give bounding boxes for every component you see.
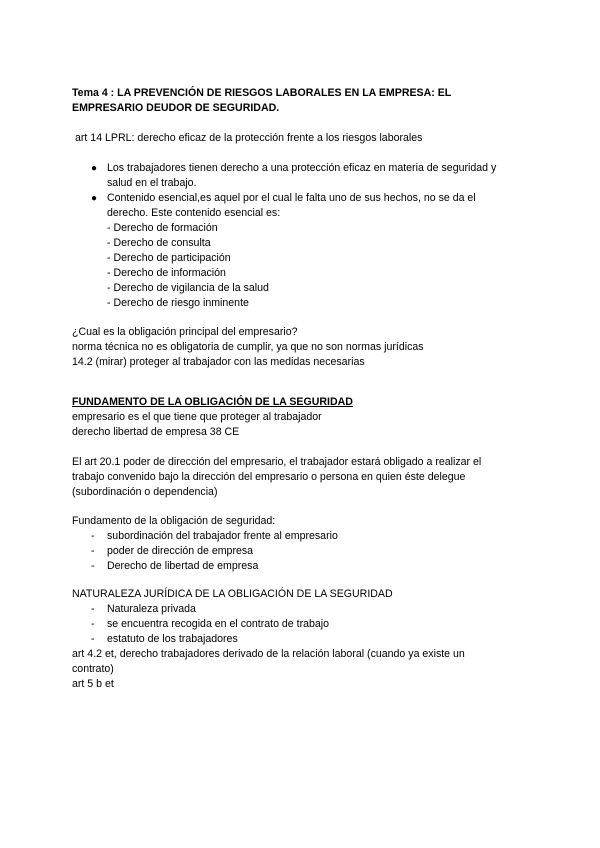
right-item: - Derecho de vigilancia de la salud xyxy=(107,282,269,294)
naturaleza-line3: art 5 b et xyxy=(72,678,114,690)
dash-marker: - xyxy=(91,603,95,615)
fundamento-paragraph-line1: El art 20.1 poder de dirección del empresario, el trabajador estará obligado a realizar el xyxy=(72,456,482,468)
naturaleza-heading: NATURALEZA JURÍDICA DE LA OBLIGACIÓN DE LA SEGURIDAD xyxy=(72,588,393,600)
answer-line2: 14.2 (mirar) proteger al trabajador con las medidas necesarias xyxy=(72,356,365,368)
answer-line1: norma técnica no es obligatoria de cumplir, ya que no son normas jurídicas xyxy=(72,341,424,353)
question-line: ¿Cual es la obligación principal del empresario? xyxy=(72,326,298,338)
fundamento-list-item: poder de dirección de empresa xyxy=(107,545,254,557)
right-item: - Derecho de información xyxy=(107,267,226,279)
dash-marker: - xyxy=(91,633,95,645)
fundamento-list-title: Fundamento de la obligación de seguridad: xyxy=(72,515,276,527)
naturaleza-list-item: se encuentra recogida en el contrato de trabajo xyxy=(107,618,330,630)
bullet-2-marker: ● xyxy=(91,193,98,204)
fundamento-paragraph-line3: (subordinación o dependencia) xyxy=(72,486,218,498)
naturaleza-line2: contrato) xyxy=(72,663,114,675)
document-title-line2: EMPRESARIO DEUDOR DE SEGURIDAD. xyxy=(72,102,280,114)
naturaleza-list-item: estatuto de los trabajadores xyxy=(107,633,238,645)
right-item: - Derecho de consulta xyxy=(107,237,211,249)
naturaleza-list-item: Naturaleza privada xyxy=(107,603,196,615)
bullet-2-line1: Contenido esencial,es aquel por el cual le falta uno de sus hechos, no se da el xyxy=(107,192,476,204)
fundamento-paragraph-line2: trabajo convenido bajo la dirección del empresario o persona en quien éste delegue xyxy=(72,471,466,483)
document-title-line1: Tema 4 : LA PREVENCIÓN DE RIESGOS LABORALES EN LA EMPRESA: EL xyxy=(72,87,452,99)
naturaleza-line1: art 4.2 et, derecho trabajadores derivado de la relación laboral (cuando ya existe un xyxy=(72,648,465,660)
right-item: - Derecho de formación xyxy=(107,222,218,234)
fundamento-heading: FUNDAMENTO DE LA OBLIGACIÓN DE LA SEGURIDAD xyxy=(72,396,353,408)
dash-marker: - xyxy=(91,618,95,630)
right-item: - Derecho de participación xyxy=(107,252,231,264)
bullet-1-line1: Los trabajadores tienen derecho a una protección eficaz en materia de seguridad y xyxy=(107,162,497,174)
bullet-1-marker: ● xyxy=(91,163,98,174)
right-item: - Derecho de riesgo inminente xyxy=(107,297,249,309)
dash-marker: - xyxy=(91,545,95,557)
fundamento-list-item: Derecho de libertad de empresa xyxy=(107,560,259,572)
fundamento-line2: derecho libertad de empresa 38 CE xyxy=(72,426,240,438)
bullet-2-line2: derecho. Este contenido esencial es: xyxy=(107,207,281,219)
bullet-1-line2: salud en el trabajo. xyxy=(107,177,197,189)
fundamento-line1: empresario es el que tiene que proteger al trabajador xyxy=(72,411,322,423)
intro-line: art 14 LPRL: derecho eficaz de la protección frente a los riesgos laborales xyxy=(75,132,423,144)
dash-marker: - xyxy=(91,560,95,572)
fundamento-list-item: subordinación del trabajador frente al empresario xyxy=(107,530,338,542)
dash-marker: - xyxy=(91,530,95,542)
